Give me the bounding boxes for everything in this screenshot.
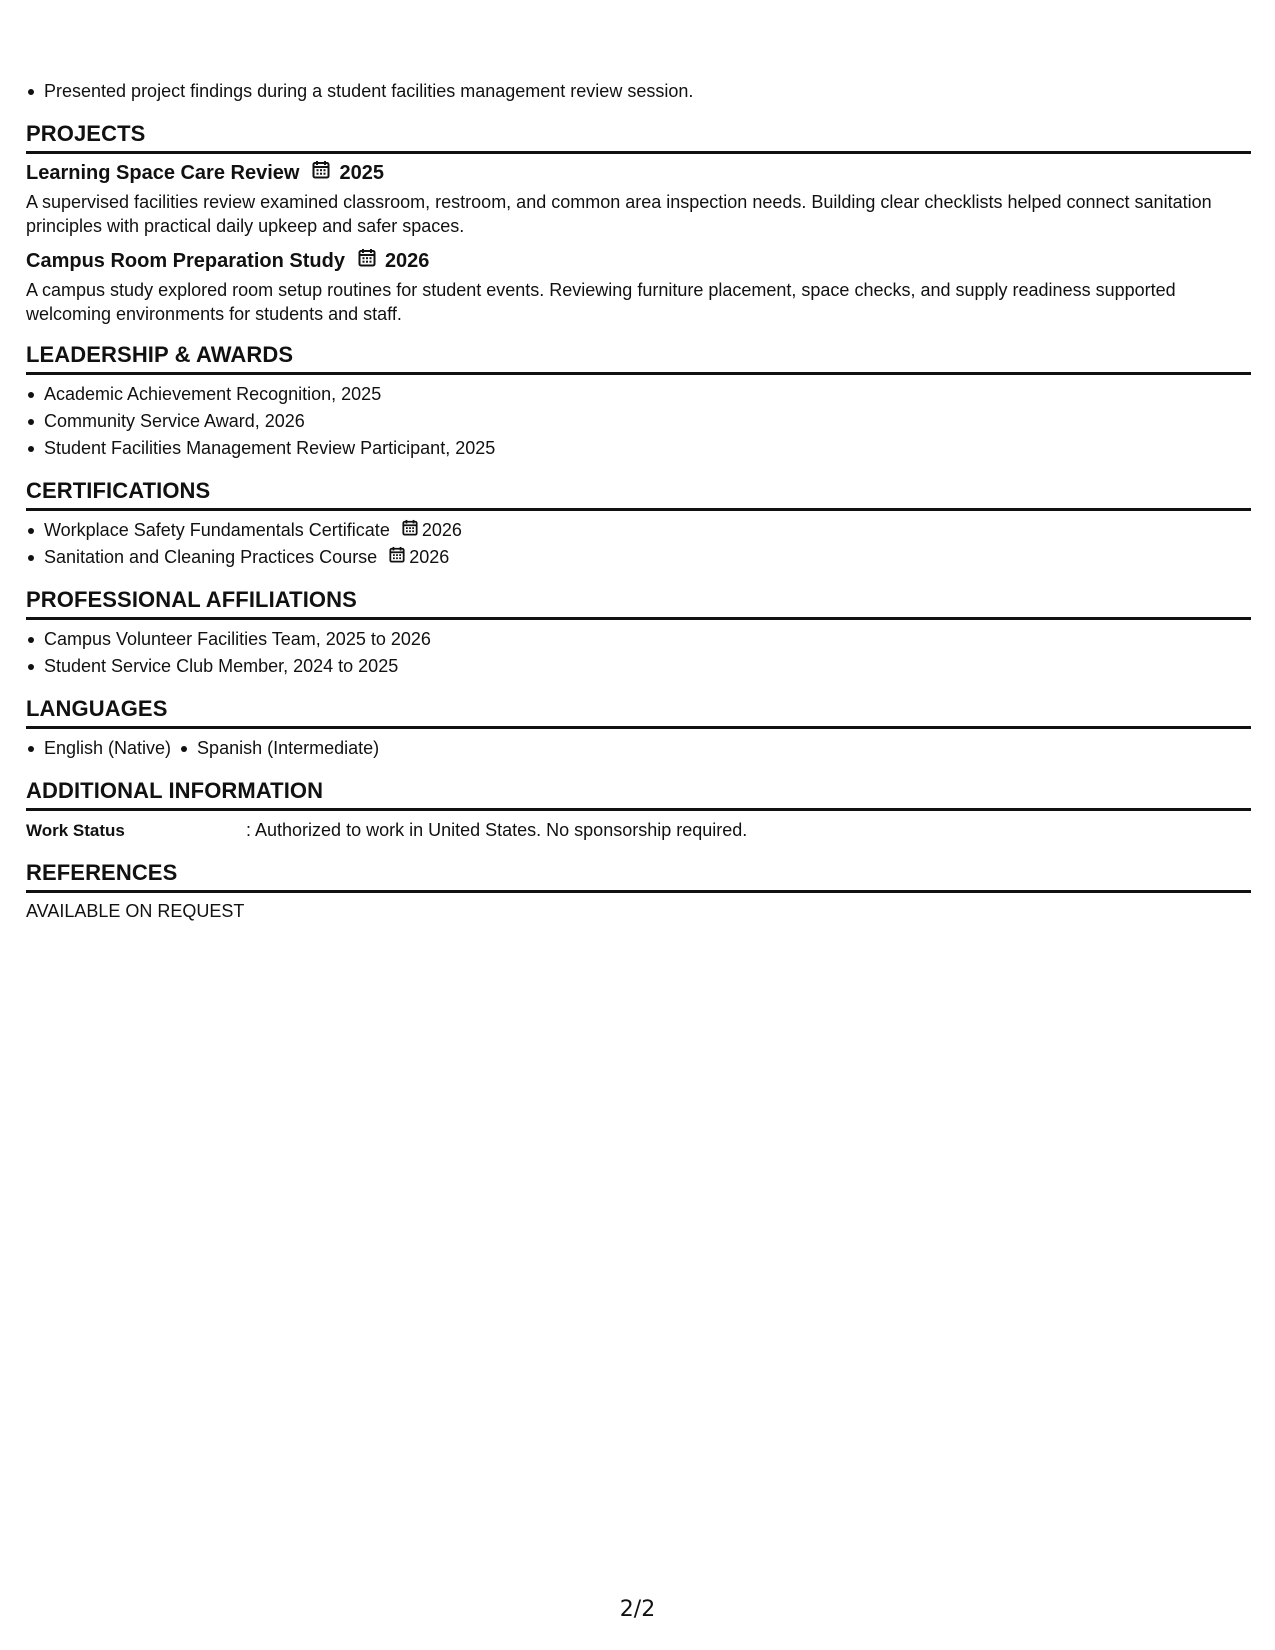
list-item: Spanish (Intermediate): [197, 735, 379, 762]
carryover-bullet-list: [26, 78, 1251, 105]
certification-name: Workplace Safety Fundamentals Certificate: [44, 520, 390, 540]
project-item: [26, 160, 1251, 238]
references-text: AVAILABLE ON REQUEST: [26, 901, 245, 921]
languages-list: [26, 735, 1251, 762]
page-number: 2/2: [619, 1597, 656, 1622]
certification-name: Sanitation and Cleaning Practices Course: [44, 547, 378, 567]
list-item: [44, 544, 1251, 571]
work-status-value: : Authorized to work in United States. No sponsorship required.: [246, 820, 748, 840]
section-title-languages: LANGUAGES: [26, 696, 1251, 729]
list-item: Campus Volunteer Facilities Team, 2025 to 2026: [44, 626, 1251, 653]
project-year: 2026: [384, 250, 430, 272]
project-item: [26, 248, 1251, 326]
affiliations-list: [26, 626, 1251, 680]
section-title-references: REFERENCES: [26, 860, 1251, 893]
references-section: [26, 860, 1251, 923]
section-title-leadership: LEADERSHIP & AWARDS: [26, 342, 1251, 375]
leadership-section: [26, 342, 1251, 462]
list-item: Academic Achievement Recognition, 2025: [44, 381, 1251, 408]
projects-section: [26, 121, 1251, 326]
project-description: A supervised facilities review examined classroom, restroom, and common area inspection needs. Building clear checklists helped connect sanitation principles with practical daily upkeep and safer spaces.: [26, 192, 1212, 236]
list-item: Student Facilities Management Review Participant, 2025: [44, 435, 1251, 462]
section-title-affiliations: PROFESSIONAL AFFILIATIONS: [26, 587, 1251, 620]
project-name: Campus Room Preparation Study: [26, 250, 345, 272]
certifications-list: [26, 517, 1251, 571]
resume-page: [26, 78, 1251, 923]
additional-info-section: [26, 778, 1251, 844]
section-title-additional-info: ADDITIONAL INFORMATION: [26, 778, 1251, 811]
calendar-icon: [389, 544, 405, 571]
work-status-label: Work Status: [26, 821, 125, 840]
certifications-section: [26, 478, 1251, 571]
work-status-row: [26, 817, 1251, 844]
section-title-certifications: CERTIFICATIONS: [26, 478, 1251, 511]
calendar-icon: [402, 517, 418, 544]
leadership-list: [26, 381, 1251, 462]
section-title-projects: PROJECTS: [26, 121, 1251, 154]
certification-year: 2026: [421, 520, 462, 540]
list-item: English (Native): [44, 735, 171, 762]
list-item: Student Service Club Member, 2024 to 2025: [44, 653, 1251, 680]
project-year: 2025: [339, 162, 384, 184]
calendar-icon: [358, 248, 376, 274]
list-item: [44, 517, 1251, 544]
list-item: Presented project findings during a student facilities management review session.: [44, 78, 1251, 105]
project-description: A campus study explored room setup routines for student events. Reviewing furniture placement, space checks, and supply readiness supported welcoming environments for students and staff.: [26, 280, 1176, 324]
languages-section: [26, 696, 1251, 762]
list-item: Community Service Award, 2026: [44, 408, 1251, 435]
project-name: Learning Space Care Review: [26, 162, 300, 184]
calendar-icon: [312, 160, 330, 186]
certification-year: 2026: [409, 547, 450, 567]
affiliations-section: [26, 587, 1251, 680]
